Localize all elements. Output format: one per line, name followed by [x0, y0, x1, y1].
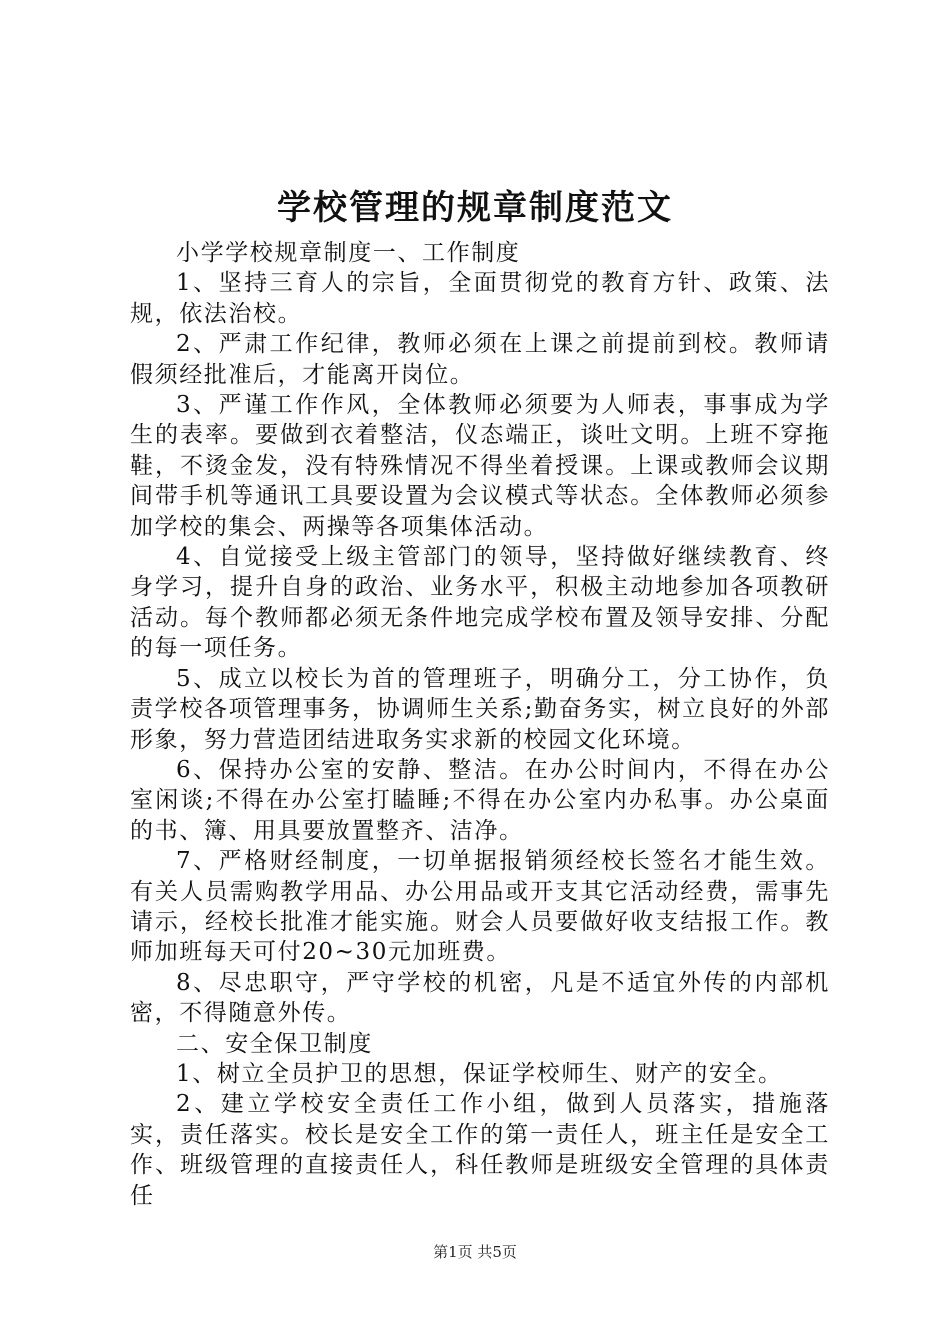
paragraph: 5、成立以校长为首的管理班子，明确分工，分工协作，负责学校各项管理事务，协调师生关系;勤奋务实，树立良好的外部形象，努力营造团结进取务实求新的校园文化环境。: [130, 665, 830, 753]
paragraph: 6、保持办公室的安静、整洁。在办公时间内，不得在办公室闲谈;不得在办公室打瞌睡;不得在办公室内办私事。办公桌面的书、簿、用具要放置整齐、洁净。: [130, 756, 830, 844]
paragraph: 8、尽忠职守，严守学校的机密，凡是不适宜外传的内部机密，不得随意外传。: [130, 969, 830, 1027]
document-body: [130, 238, 830, 1211]
paragraph: 2、严肃工作纪律，教师必须在上课之前提前到校。教师请假须经批准后，才能离开岗位。: [130, 331, 830, 388]
paragraph: 小学学校规章制度一、工作制度: [176, 240, 521, 266]
document-title: 学校管理的规章制度范文: [277, 188, 673, 228]
section-heading: 二、安全保卫制度: [176, 1030, 373, 1057]
paragraph: 7、严格财经制度，一切单据报销须经校长签名才能生效。有关人员需购教学用品、办公用品或开支其它活动经费，需事先请示，经校长批准才能实施。财会人员要做好收支结报工作。教师加班每天可付20~30元加班费。: [130, 848, 830, 966]
paragraph: 2、建立学校安全责任工作小组，做到人员落实，措施落实，责任落实。校长是安全工作的第一责任人，班主任是安全工作、班级管理的直接责任人，科任教师是班级安全管理的具体责任: [130, 1091, 830, 1209]
paragraph: 3、严谨工作作风，全体教师必须要为人师表，事事成为学生的表率。要做到衣着整洁，仪态端正，谈吐文明。上班不穿拖鞋，不烫金发，没有特殊情况不得坐着授课。上课或教师会议期间带手机等通讯工具要设置为会议模式等状态。全体教师必须参加学校的集会、两操等各项集体活动。: [130, 392, 830, 540]
paragraph: 1、坚持三育人的宗旨，全面贯彻党的教育方针、政策、法规，依法治校。: [130, 270, 830, 327]
paragraph: 4、自觉接受上级主管部门的领导，坚持做好继续教育、终身学习，提升自身的政治、业务水平，积极主动地参加各项教研活动。每个教师都必须无条件地完成学校布置及领导安排、分配的每一项任务。: [130, 544, 830, 662]
paragraph: 1、树立全员护卫的思想，保证学校师生、财产的安全。: [176, 1060, 783, 1087]
page-footer: 第1页 共5页: [433, 1243, 517, 1261]
